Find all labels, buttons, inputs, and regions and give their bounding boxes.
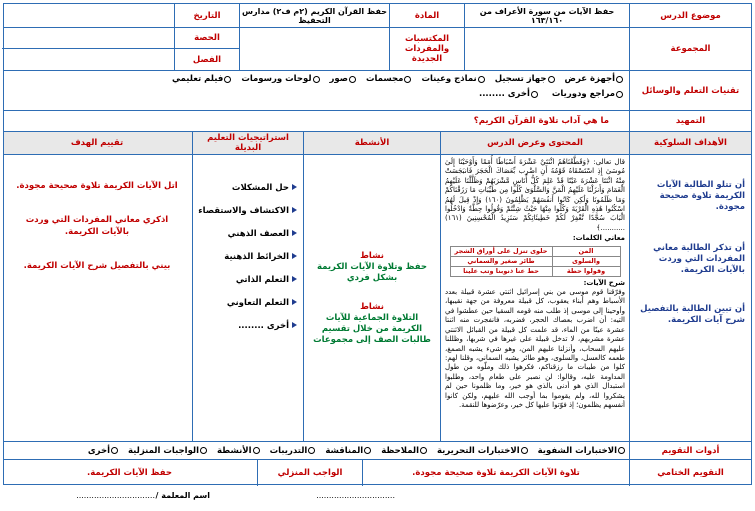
eval-tools-label: أدوات التقويم bbox=[629, 442, 751, 459]
tools-option[interactable] bbox=[366, 74, 411, 84]
radio-circle-icon bbox=[521, 447, 528, 454]
tools-options-row-2 bbox=[8, 89, 623, 99]
subject-label: المادة bbox=[389, 4, 464, 27]
option-label: الاختبارات التحريرية bbox=[437, 445, 520, 456]
vocab-meaning: حلوى تنزل على أوراق الشجر bbox=[450, 246, 552, 256]
final-eval-label: التقويم الختامي bbox=[629, 460, 751, 486]
verses-text: قال تعالى: ﴿وَقَطَّعْنَاهُمُ اثْنَتَيْ عَشْرَةَ أَسْبَاطًا أُمَمًا وَأَوْحَيْنَا إِلَىٰ مُوسَىٰ إِذِ اسْتَسْقَاهُ قَوْمُهُ أَنِ اضْرِب بِّعَصَاكَ الْحَجَرَ فَانبَجَسَتْ مِنْهُ اثْنَتَا عَشْرَةَ عَيْنًا قَدْ عَلِمَ كُلُّ أُنَاسٍ مَّشْرَبَهُمْ وَظَلَّلْنَا عَلَيْهِمُ الْغَمَامَ وَأَنزَلْنَا عَلَيْهِمُ الْمَنَّ وَالسَّلْوَىٰ كُلُوا مِن طَيِّبَاتِ مَا رَزَقْنَاكُمْ وَمَا ظَلَمُونَا وَلَٰكِن كَانُوا أَنفُسَهُمْ يَظْلِمُونَ (١٦٠) وَإِذْ قِيلَ لَهُمُ اسْكُنُوا هَٰذِهِ الْقَرْيَةَ وَكُلُوا مِنْهَا حَيْثُ شِئْتُمْ وَقُولُوا حِطَّةٌ وَادْخُلُوا الْبَابَ سُجَّدًا نَّغْفِرْ لَكُمْ خَطِيئَاتِكُمْ سَنَزِيدُ الْمُحْسِنِينَ (١٦١) ...........﴾ bbox=[445, 158, 625, 232]
vocab-meaning: طائر صغير والسماني bbox=[450, 256, 552, 266]
vocab-meaning: حط عنا ذنوبنا وتب علينا bbox=[450, 266, 552, 276]
strategy-label: الاكتشاف والاستقصاء bbox=[198, 206, 289, 216]
bullet-arrow-icon bbox=[292, 276, 297, 282]
group-label: المجموعة bbox=[629, 28, 751, 70]
outcomes-value[interactable] bbox=[239, 28, 389, 70]
strategy-label: التعلم الذاتي bbox=[235, 275, 289, 285]
option-label: أخرى bbox=[87, 445, 111, 456]
strategy-item[interactable] bbox=[197, 229, 297, 239]
tools-option[interactable] bbox=[495, 74, 555, 84]
header-row-2 bbox=[4, 28, 751, 71]
objective-item: أن تذكر الطالبة معاني المفردات التي وردت بالآيات الكريمة. bbox=[653, 243, 745, 275]
tools-option[interactable] bbox=[330, 74, 356, 84]
tools-options bbox=[2, 71, 629, 110]
option-label: نماذج وعينات bbox=[421, 74, 477, 84]
tools-options-row-1 bbox=[8, 74, 623, 84]
teacher-label: اسم المعلمة / bbox=[155, 491, 210, 500]
radio-circle-icon bbox=[531, 91, 538, 98]
subject-value: حفظ القرآن الكريم (٢م ف٢) مدارس التحفيظ bbox=[239, 4, 389, 27]
option-label: مجسمات bbox=[365, 74, 404, 84]
strategy-item[interactable] bbox=[197, 321, 297, 331]
strategies-column bbox=[192, 155, 303, 441]
eval-option[interactable] bbox=[538, 446, 625, 456]
option-label: أجهزة عرض bbox=[564, 74, 615, 84]
assessment-column bbox=[2, 155, 192, 441]
intro-row bbox=[4, 111, 751, 132]
strategy-label: التعلم التعاوني bbox=[226, 298, 289, 308]
homework-label: الواجب المنزلي bbox=[257, 460, 362, 486]
radio-circle-icon bbox=[616, 91, 623, 98]
eval-tools-options bbox=[2, 442, 629, 459]
strategy-label: حل المشكلات bbox=[231, 183, 289, 193]
radio-circle-icon bbox=[200, 447, 207, 454]
period-label: الحصة bbox=[175, 28, 239, 49]
footer bbox=[0, 489, 755, 509]
table-row bbox=[450, 256, 620, 266]
option-label: فيلم تعليمي bbox=[171, 74, 224, 84]
bullet-arrow-icon bbox=[292, 299, 297, 305]
objectives-column bbox=[629, 155, 751, 441]
objective-item: أن تبين الطالبة بالتفصيل شرح آيات الكريمة. bbox=[640, 304, 745, 325]
tools-label: تقنيات التعلم والوسائل bbox=[629, 71, 751, 110]
final-eval-value: تلاوة الآيات الكريمة تلاوة صحيحة مجودة. bbox=[362, 460, 629, 486]
option-label: جهاز تسجيل bbox=[494, 74, 547, 84]
teacher-value[interactable]: ............................... bbox=[76, 491, 155, 500]
radio-circle-icon bbox=[349, 76, 356, 83]
strategy-label: الخرائط الذهنية bbox=[224, 252, 289, 262]
table-row bbox=[450, 266, 620, 276]
option-label: الأنشطة bbox=[217, 445, 252, 456]
assessment-item: اذكري معاني المفردات التي وردت بالآيات الكريمة. bbox=[25, 215, 169, 237]
radio-circle-icon bbox=[618, 447, 625, 454]
tools-option[interactable] bbox=[479, 89, 538, 99]
strategy-label: أخرى ........ bbox=[238, 321, 289, 331]
activity-1-text: حفظ وتلاوة الآيات الكريمة بشكل فردي bbox=[316, 261, 427, 283]
eval-option[interactable] bbox=[88, 446, 118, 456]
vocab-word: والسلوى bbox=[552, 256, 620, 266]
strategy-label: العصف الذهني bbox=[227, 229, 289, 239]
assessment-item: بيني بالتفصيل شرح الآيات الكريمة. bbox=[23, 261, 171, 271]
option-label: الواجبات المنزلية bbox=[128, 445, 200, 456]
explanation-text: وفرّقنا قوم موسى من بني إسرائيل اثنتي عشرة قبيلة بعدد الأسباط وهم أبناء يعقوب، كل قبيلة معروفة من جهة نقيبها، وأوحينا إلى موسى إذ طلب منه قومه السقيا حين عطشوا في التيه: أن اضرب بعصاك الحجر، فضربه، فانفجرت منه اثنتا عشرة عينًا من الماء، قد علمت كل قبيلة من القبائل الاثنتي عشرة مشربهم، لا تدخل قبيلة على غيرها في شربها، وظللنا عليهم السحاب، وأنزلنا عليهم المن، وهو شيء يشبه الصمغ، طعمه كالعسل، والسلوى، وهو طائر يشبه السماني، وقلنا لهم: كلوا من طيبات ما رزقناكم، فكرهوا ذلك وملّوه من طول المداومة عليه، وقالوا: لن نصبر على طعام واحد، وطلبوا استبدال الذي هو أدنى بالذي هو خير، وما ظلمونا حين لم يشكروا لله، ولم يقوموا بما أوجب الله عليهم، ولكن كانوا أنفسهم يظلمون؛ إذ فوّتوا عليها كل خير، وعرّضوها للنقمة. bbox=[445, 288, 625, 409]
option-label: الملاحظة bbox=[381, 445, 420, 456]
radio-circle-icon bbox=[616, 76, 623, 83]
option-label: التدريبات bbox=[269, 445, 308, 456]
strategy-item[interactable] bbox=[197, 252, 297, 262]
main-body-row bbox=[4, 155, 751, 442]
activity-2-text: التلاوة الجماعية للآيات الكريمة من خلال تقسيم طالبات الصف إلى مجموعات bbox=[313, 312, 431, 345]
final-eval-row bbox=[4, 460, 751, 486]
tools-option[interactable] bbox=[172, 74, 231, 84]
eval-option[interactable] bbox=[217, 446, 260, 456]
eval-option[interactable] bbox=[270, 446, 316, 456]
topic-value: حفظ الآيات من سورة الأعراف من ١٦٣/١٦٠ bbox=[464, 4, 629, 27]
objective-item: أن تتلو الطالبة الآيات الكريمة تلاوة صحيحة مجودة. bbox=[656, 180, 745, 212]
option-label: المناقشة bbox=[325, 445, 364, 456]
col-content-header: المحتوى وعرض الدرس bbox=[440, 132, 629, 154]
topic-label: موضوع الدرس bbox=[629, 4, 751, 27]
tools-option[interactable] bbox=[552, 89, 623, 99]
option-label: صور bbox=[329, 74, 348, 84]
option-label: مراجع ودوريات bbox=[551, 89, 615, 99]
eval-tools-row bbox=[4, 442, 751, 460]
content-column bbox=[440, 155, 629, 441]
outcomes-label: المكتسبات والمفردات الجديدة bbox=[389, 28, 464, 70]
eval-option[interactable] bbox=[325, 446, 371, 456]
radio-circle-icon bbox=[308, 447, 315, 454]
option-label: أخرى ........ bbox=[478, 89, 530, 99]
vocab-word: وقولوا حطة bbox=[552, 266, 620, 276]
tools-option[interactable] bbox=[421, 74, 484, 84]
bullet-arrow-icon bbox=[292, 184, 297, 190]
col-strategies-header: استراتيجيات التعليم البديلة bbox=[192, 132, 303, 154]
period-class-values bbox=[2, 28, 174, 70]
strategy-item[interactable] bbox=[197, 206, 297, 216]
col-assessment-header: تقييم الهدف bbox=[70, 138, 124, 148]
homework-value: حفظ الآيات الكريمة. bbox=[86, 468, 173, 478]
radio-circle-icon bbox=[313, 76, 320, 83]
radio-circle-icon bbox=[548, 76, 555, 83]
radio-circle-icon bbox=[404, 76, 411, 83]
option-label: لوحات ورسومات bbox=[241, 74, 312, 84]
bullet-arrow-icon bbox=[292, 253, 297, 259]
strategy-item[interactable] bbox=[197, 183, 297, 193]
intro-value: ما هي آداب تلاوة القرآن الكريم؟ bbox=[473, 116, 609, 126]
strategy-item[interactable] bbox=[197, 275, 297, 285]
radio-circle-icon bbox=[224, 76, 231, 83]
assessment-item: اتل الآيات الكريمة تلاوة صحيحة مجودة. bbox=[16, 181, 178, 191]
header-row-1 bbox=[4, 4, 751, 28]
date-value[interactable] bbox=[2, 4, 174, 27]
eval-option[interactable] bbox=[437, 446, 528, 456]
radio-circle-icon bbox=[420, 447, 427, 454]
group-value[interactable] bbox=[464, 28, 629, 70]
class-label: الفصل bbox=[192, 54, 222, 65]
columns-header-row bbox=[4, 132, 751, 155]
col-objectives-header: الأهداف السلوكية bbox=[629, 132, 751, 154]
radio-circle-icon bbox=[478, 76, 485, 83]
principal-value[interactable]: ............................... bbox=[316, 491, 395, 500]
eval-option[interactable] bbox=[128, 446, 207, 456]
vocab-table bbox=[450, 246, 621, 277]
period-class-labels bbox=[174, 28, 239, 70]
class-value[interactable] bbox=[2, 49, 174, 70]
option-label: الاختبارات الشفوية bbox=[537, 445, 617, 456]
date-label: التاريخ bbox=[174, 4, 239, 27]
period-value[interactable] bbox=[2, 28, 174, 49]
bullet-arrow-icon bbox=[292, 207, 297, 213]
strategy-item[interactable] bbox=[197, 298, 297, 308]
tools-row bbox=[4, 71, 751, 111]
bullet-arrow-icon bbox=[292, 322, 297, 328]
col-activities-header: الأنشطة bbox=[303, 132, 440, 154]
radio-circle-icon bbox=[253, 447, 260, 454]
tools-option[interactable] bbox=[565, 74, 623, 84]
bullet-arrow-icon bbox=[292, 230, 297, 236]
tools-option[interactable] bbox=[241, 74, 319, 84]
explanation-title: شرح الآيات: bbox=[583, 278, 625, 287]
radio-circle-icon bbox=[364, 447, 371, 454]
eval-option[interactable] bbox=[381, 446, 427, 456]
activities-column bbox=[303, 155, 440, 441]
intro-label: التمهيد bbox=[629, 111, 751, 131]
lesson-plan-sheet bbox=[3, 3, 752, 485]
activity-2-title: نشاط bbox=[360, 301, 384, 312]
vocab-word: المن bbox=[552, 246, 620, 256]
radio-circle-icon bbox=[111, 447, 118, 454]
table-row bbox=[450, 246, 620, 256]
vocab-title: معاني الكلمات: bbox=[572, 234, 625, 243]
activity-1-title: نشاط bbox=[360, 250, 384, 261]
